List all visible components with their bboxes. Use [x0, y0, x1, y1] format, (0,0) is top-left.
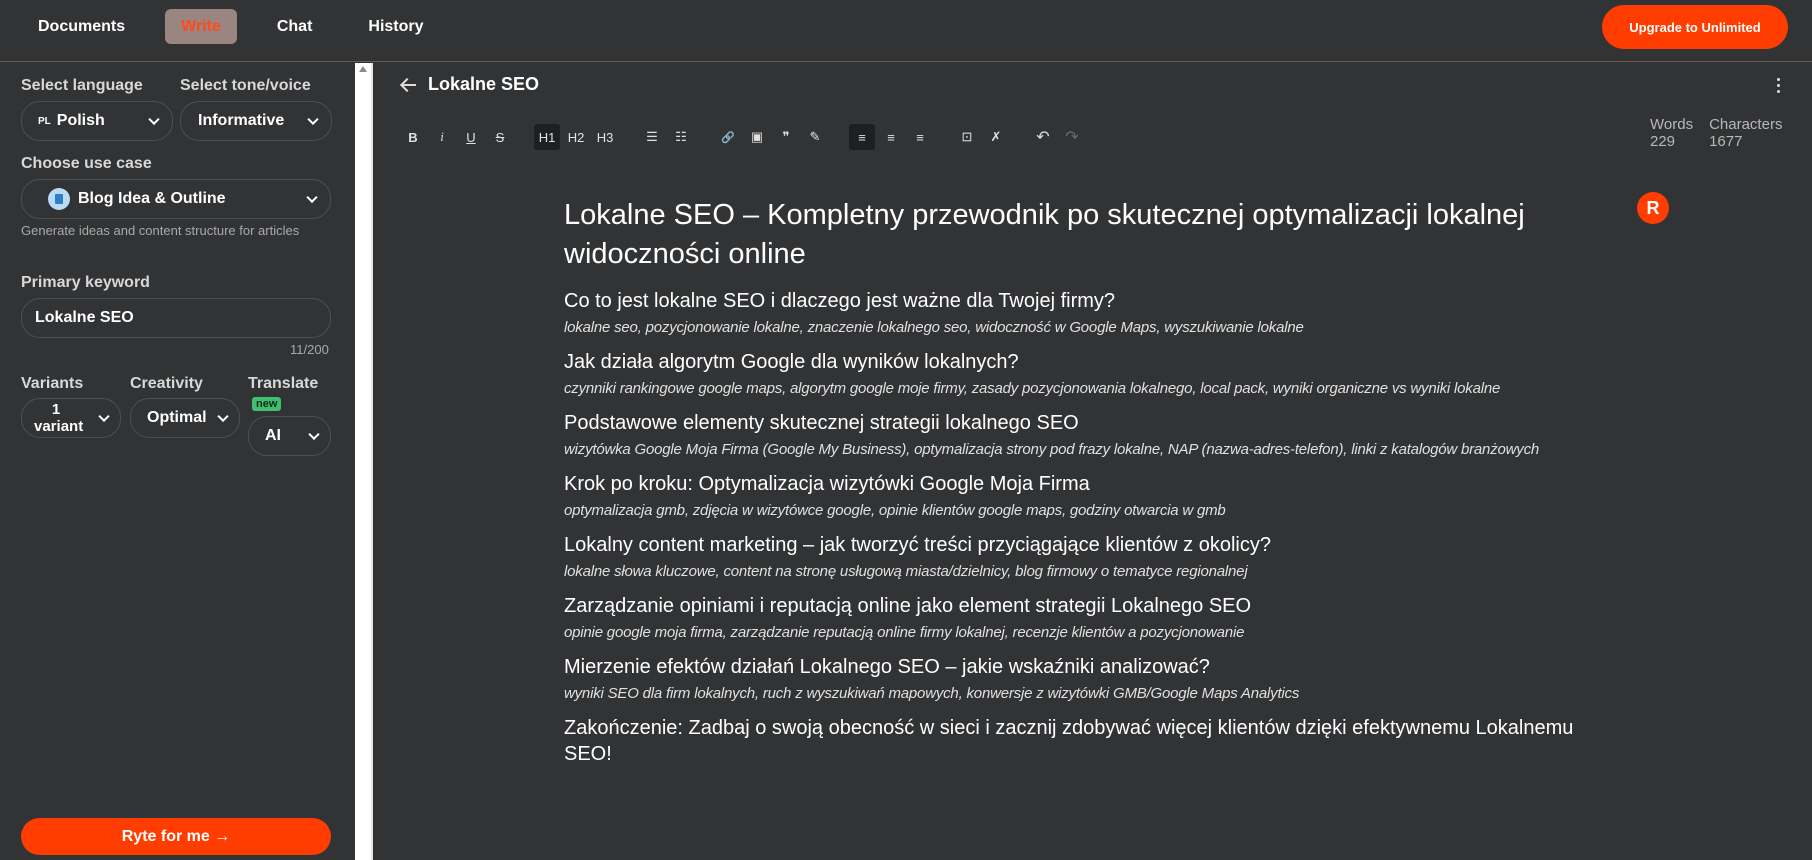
sidebar-scrollbar[interactable] [355, 63, 371, 860]
section-heading[interactable]: Podstawowe elementy skutecznej strategii lokalnego SEO [564, 412, 1079, 434]
link-icon[interactable]: 🔗 [721, 131, 735, 144]
section-heading[interactable]: Krok po kroku: Optymalizacja wizytówki Google Moja Firma [564, 473, 1090, 495]
section-heading[interactable]: Lokalny content marketing – jak tworzyć treści przyciągające klientów z okolicy? [564, 534, 1271, 556]
highlight-icon[interactable]: ✎ [809, 129, 821, 144]
back-arrow-icon[interactable] [400, 76, 418, 94]
translate-label: Translate [248, 375, 319, 392]
avatar[interactable]: R [1637, 192, 1669, 224]
variants-label: Variants [21, 375, 84, 392]
nav-history[interactable]: History [368, 17, 424, 35]
strikethrough-button[interactable]: S [495, 129, 505, 145]
document-heading[interactable]: Lokalne SEO – Kompletny przewodnik po skutecznej optymalizacji lokalnej widoczności online [564, 199, 1525, 270]
tone-label: Select tone/voice [180, 77, 311, 94]
section-heading[interactable]: Jak działa algorytm Google dla wyników lokalnych? [564, 351, 1019, 373]
variants-count: 1 [51, 401, 61, 418]
keyword-counter: 11/200 [290, 342, 329, 357]
section-keywords[interactable]: czynniki rankingowe google maps, algorytm google moje firmy, zasady pozycjonowania lokalnego, local pack, wyniki organiczne vs wyniki lokalne [564, 380, 1501, 397]
nav-chat[interactable]: Chat [276, 17, 313, 35]
usecase-select[interactable] [21, 179, 331, 219]
language-select[interactable] [21, 101, 173, 141]
image-icon[interactable]: ▣ [750, 129, 764, 144]
section-heading[interactable]: Mierzenie efektów działań Lokalnego SEO – jakie wskaźniki analizować? [564, 656, 1210, 678]
usecase-label: Choose use case [21, 155, 152, 172]
heading3-button[interactable]: H3 [596, 129, 614, 145]
document-icon [48, 188, 70, 210]
section-keywords[interactable]: opinie google moja firma, zarządzanie reputacją online firmy lokalnej, recenzje klientów a pozycjonowanie [564, 624, 1245, 641]
section-keywords[interactable]: wyniki SEO dla firm lokalnych, ruch z wyszukiwań mapowych, konwersje z wizytówki GMB/Google Maps Analytics [564, 685, 1300, 702]
upgrade-button[interactable]: Upgrade to Unlimited [1602, 5, 1788, 49]
ordered-list-icon[interactable]: ☷ [675, 129, 687, 144]
keyword-value: Lokalne SEO [35, 309, 134, 326]
creativity-label: Creativity [130, 375, 203, 392]
section-heading[interactable]: Co to jest lokalne SEO i dlaczego jest ważne dla Twojej firmy? [564, 290, 1116, 312]
sidebar [0, 63, 354, 860]
undo-icon[interactable]: ↶ [1036, 129, 1050, 146]
editor-header [400, 74, 539, 95]
variants-select[interactable] [21, 398, 121, 438]
sections-list [564, 288, 1624, 705]
variants-unit: variant [34, 418, 84, 435]
chevron-down-icon [308, 429, 319, 440]
tone-select[interactable] [180, 101, 332, 141]
chevron-down-icon [148, 114, 159, 125]
quote-icon[interactable]: ❞ [782, 129, 790, 144]
ryte-for-me-button[interactable] [21, 818, 331, 855]
creativity-value: Optimal [147, 409, 207, 426]
heading2-button[interactable]: H2 [567, 129, 585, 145]
section-keywords[interactable]: lokalne seo, pozycjonowanie lokalne, znaczenie lokalnego seo, widoczność w Google Maps, wyszukiwanie lokalne [564, 319, 1304, 336]
keyword-input[interactable] [21, 298, 331, 338]
section-heading[interactable]: Zarządzanie opiniami i reputacją online jako element strategii Lokalnego SEO [564, 595, 1252, 617]
italic-button[interactable]: i [440, 129, 444, 144]
words-stat [1650, 116, 1693, 150]
arrow-right-icon: → [214, 827, 231, 845]
chevron-down-icon [98, 411, 109, 422]
top-bar [0, 0, 1812, 62]
chevron-down-icon [217, 411, 228, 422]
characters-value: 1677 [1709, 133, 1743, 150]
usecase-value: Blog Idea & Outline [78, 190, 226, 207]
section-keywords[interactable]: optymalizacja gmb, zdjęcia w wizytówce google, opinie klientów google maps, godziny otwarcia w gmb [564, 502, 1226, 519]
document-title: Lokalne SEO [428, 74, 540, 94]
variants-value [34, 401, 84, 435]
words-value: 229 [1650, 133, 1676, 150]
underline-button[interactable]: U [466, 129, 476, 145]
pl-flag-icon: PL [38, 115, 51, 127]
bullet-list-icon[interactable]: ☰ [646, 129, 658, 144]
document-stats [1650, 116, 1782, 150]
main-nav [22, 9, 464, 44]
align-left-icon[interactable]: ≡ [849, 124, 875, 150]
closing-heading[interactable]: Zakończenie: Zadbaj o swoją obecność w sieci i zacznij zdobywać więcej klientów dzięki efektywnemu Lokalnemu SEO! [564, 717, 1574, 765]
tone-value: Informative [198, 112, 285, 129]
align-center-icon[interactable]: ≡ [887, 129, 895, 145]
box-icon[interactable]: ⊡ [961, 129, 973, 144]
translate-value: AI [265, 427, 281, 444]
redo-icon[interactable]: ↷ [1065, 129, 1079, 146]
chevron-down-icon [307, 114, 318, 125]
keyword-label: Primary keyword [21, 274, 150, 291]
document-body[interactable] [564, 196, 1624, 767]
format-toolbar [400, 124, 1088, 150]
scroll-up-icon[interactable] [359, 66, 367, 72]
section-keywords[interactable]: lokalne słowa kluczowe, content na stronę usługową miasta/dzielnicy, blog firmowy o tematyce regionalnej [564, 563, 1248, 580]
creativity-select[interactable] [130, 398, 240, 438]
nav-write[interactable]: Write [165, 9, 237, 44]
heading1-button[interactable]: H1 [534, 124, 560, 150]
ryte-button-label: Ryte for me [121, 827, 210, 845]
translate-select[interactable] [248, 416, 331, 456]
usecase-hint: Generate ideas and content structure for articles [21, 223, 300, 238]
language-label: Select language [21, 77, 143, 94]
bold-button[interactable]: B [408, 129, 418, 145]
chevron-down-icon [306, 192, 317, 203]
clear-format-icon[interactable]: ✗ [990, 129, 1002, 144]
align-right-icon[interactable]: ≡ [916, 129, 924, 145]
characters-stat [1709, 116, 1782, 150]
characters-label: Characters [1709, 116, 1783, 133]
divider [371, 63, 373, 860]
new-badge: new [252, 397, 281, 411]
words-label: Words [1650, 116, 1694, 133]
more-options-icon[interactable] [1776, 78, 1782, 96]
language-value: Polish [56, 112, 105, 129]
nav-documents[interactable]: Documents [38, 17, 126, 35]
section-keywords[interactable]: wizytówka Google Moja Firma (Google My Business), optymalizacja strony pod frazy lokalne, NAP (nazwa-adres-telefon), linki z katalogów branżowych [564, 441, 1540, 458]
